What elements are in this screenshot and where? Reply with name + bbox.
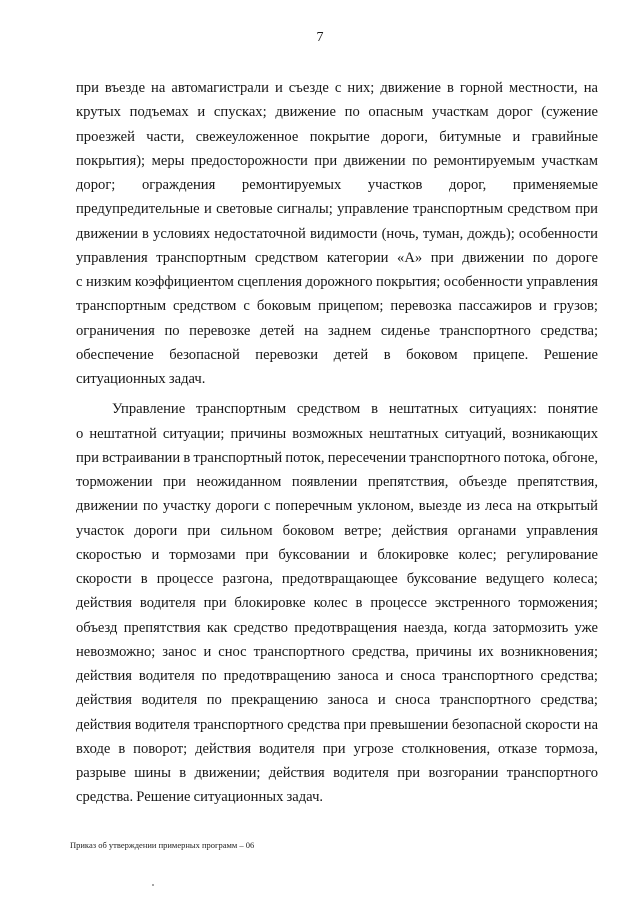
text-line: Управление транспортным средством в нештатных ситуациях: понятие [112, 401, 598, 418]
text-line: действия водителя транспортного средства при превышении безопасной скорости на [76, 716, 598, 733]
text-line: покрытия); меры предосторожности при движении по ремонтируемым участкам [76, 152, 598, 169]
footer-note: Приказ об утверждении примерных программ – 06 [70, 840, 255, 850]
text-line: дорог; ограждения ремонтируемых участков дорог, применяемые [76, 177, 598, 193]
text-line: действия водителя по предотвращению заноса и сноса транспортного средства; [76, 668, 598, 684]
text-line: движении по участку дороги с поперечным уклоном, выезде из леса на открытый [76, 498, 598, 515]
text-line: управления транспортным средством категории «А» при движении по дороге [76, 249, 598, 266]
text-line: проезжей части, свежеуложенное покрытие дороги, битумные и гравийные [76, 128, 598, 145]
paragraph-emergency-situations [76, 397, 598, 809]
text-line: торможении при неожиданном появлении препятствия, объезде препятствия, [76, 474, 598, 490]
text-line: с низким коэффициентом сцепления дорожного покрытия; особенности управления [76, 274, 598, 290]
page-number: 7 [316, 30, 324, 45]
text-line: скорости в процессе разгона, предотвращающее буксование ведущего колеса; [76, 571, 598, 587]
text-line: объезд препятствия как средство предотвращения наезда, когда затормозить уже [76, 619, 598, 636]
text-line: транспортным средством с боковым прицепом; перевозка пассажиров и грузов; [76, 298, 598, 315]
text-line: ограничения по перевозке детей на заднем сиденье транспортного средства; [76, 322, 598, 339]
text-line: входе в поворот; действия водителя при угрозе столкновения, отказе тормоза, [76, 740, 598, 757]
text-line: о нештатной ситуации; причины возможных нештатных ситуаций, возникающих [76, 425, 598, 442]
text-line: невозможно; занос и снос транспортного средства, причины их возникновения; [76, 643, 598, 660]
text-line: скоростью и тормозами при буксовании и блокировке колес; регулирование [76, 546, 598, 563]
text-line: при встраивании в транспортный поток, пересечении транспортного потока, обгоне, [76, 449, 598, 466]
text-line: действия водителя при блокировке колес в процессе экстренного торможения; [76, 595, 598, 612]
text-line: обеспечение безопасной перевозки детей в боковом прицепе. Решение [76, 346, 598, 363]
text-line: крутых подъемах и спусках; движение по опасным участкам дорог (сужение [76, 104, 598, 121]
text-line: при въезде на автомагистрали и съезде с них; движение в горной местности, на [76, 80, 598, 96]
body-text [76, 76, 598, 810]
text-line: движении в условиях недостаточной видимости (ночь, туман, дождь); особенности [76, 225, 598, 242]
text-line: предупредительные и световые сигналы; управление транспортным средством при [76, 201, 598, 218]
text-line: участок дороги при сильном боковом ветре; действия органами управления [76, 522, 598, 539]
paragraph-road-conditions [76, 76, 598, 391]
text-line: разрыве шины в движении; действия водителя при возгорании транспортного [76, 765, 598, 781]
text-line: ситуационных задач. [76, 371, 206, 387]
text-line: действия водителя по прекращению заноса и сноса транспортного средства; [76, 692, 598, 709]
text-line: средства. Решение ситуационных задач. [76, 789, 324, 806]
scan-speck [152, 884, 154, 886]
